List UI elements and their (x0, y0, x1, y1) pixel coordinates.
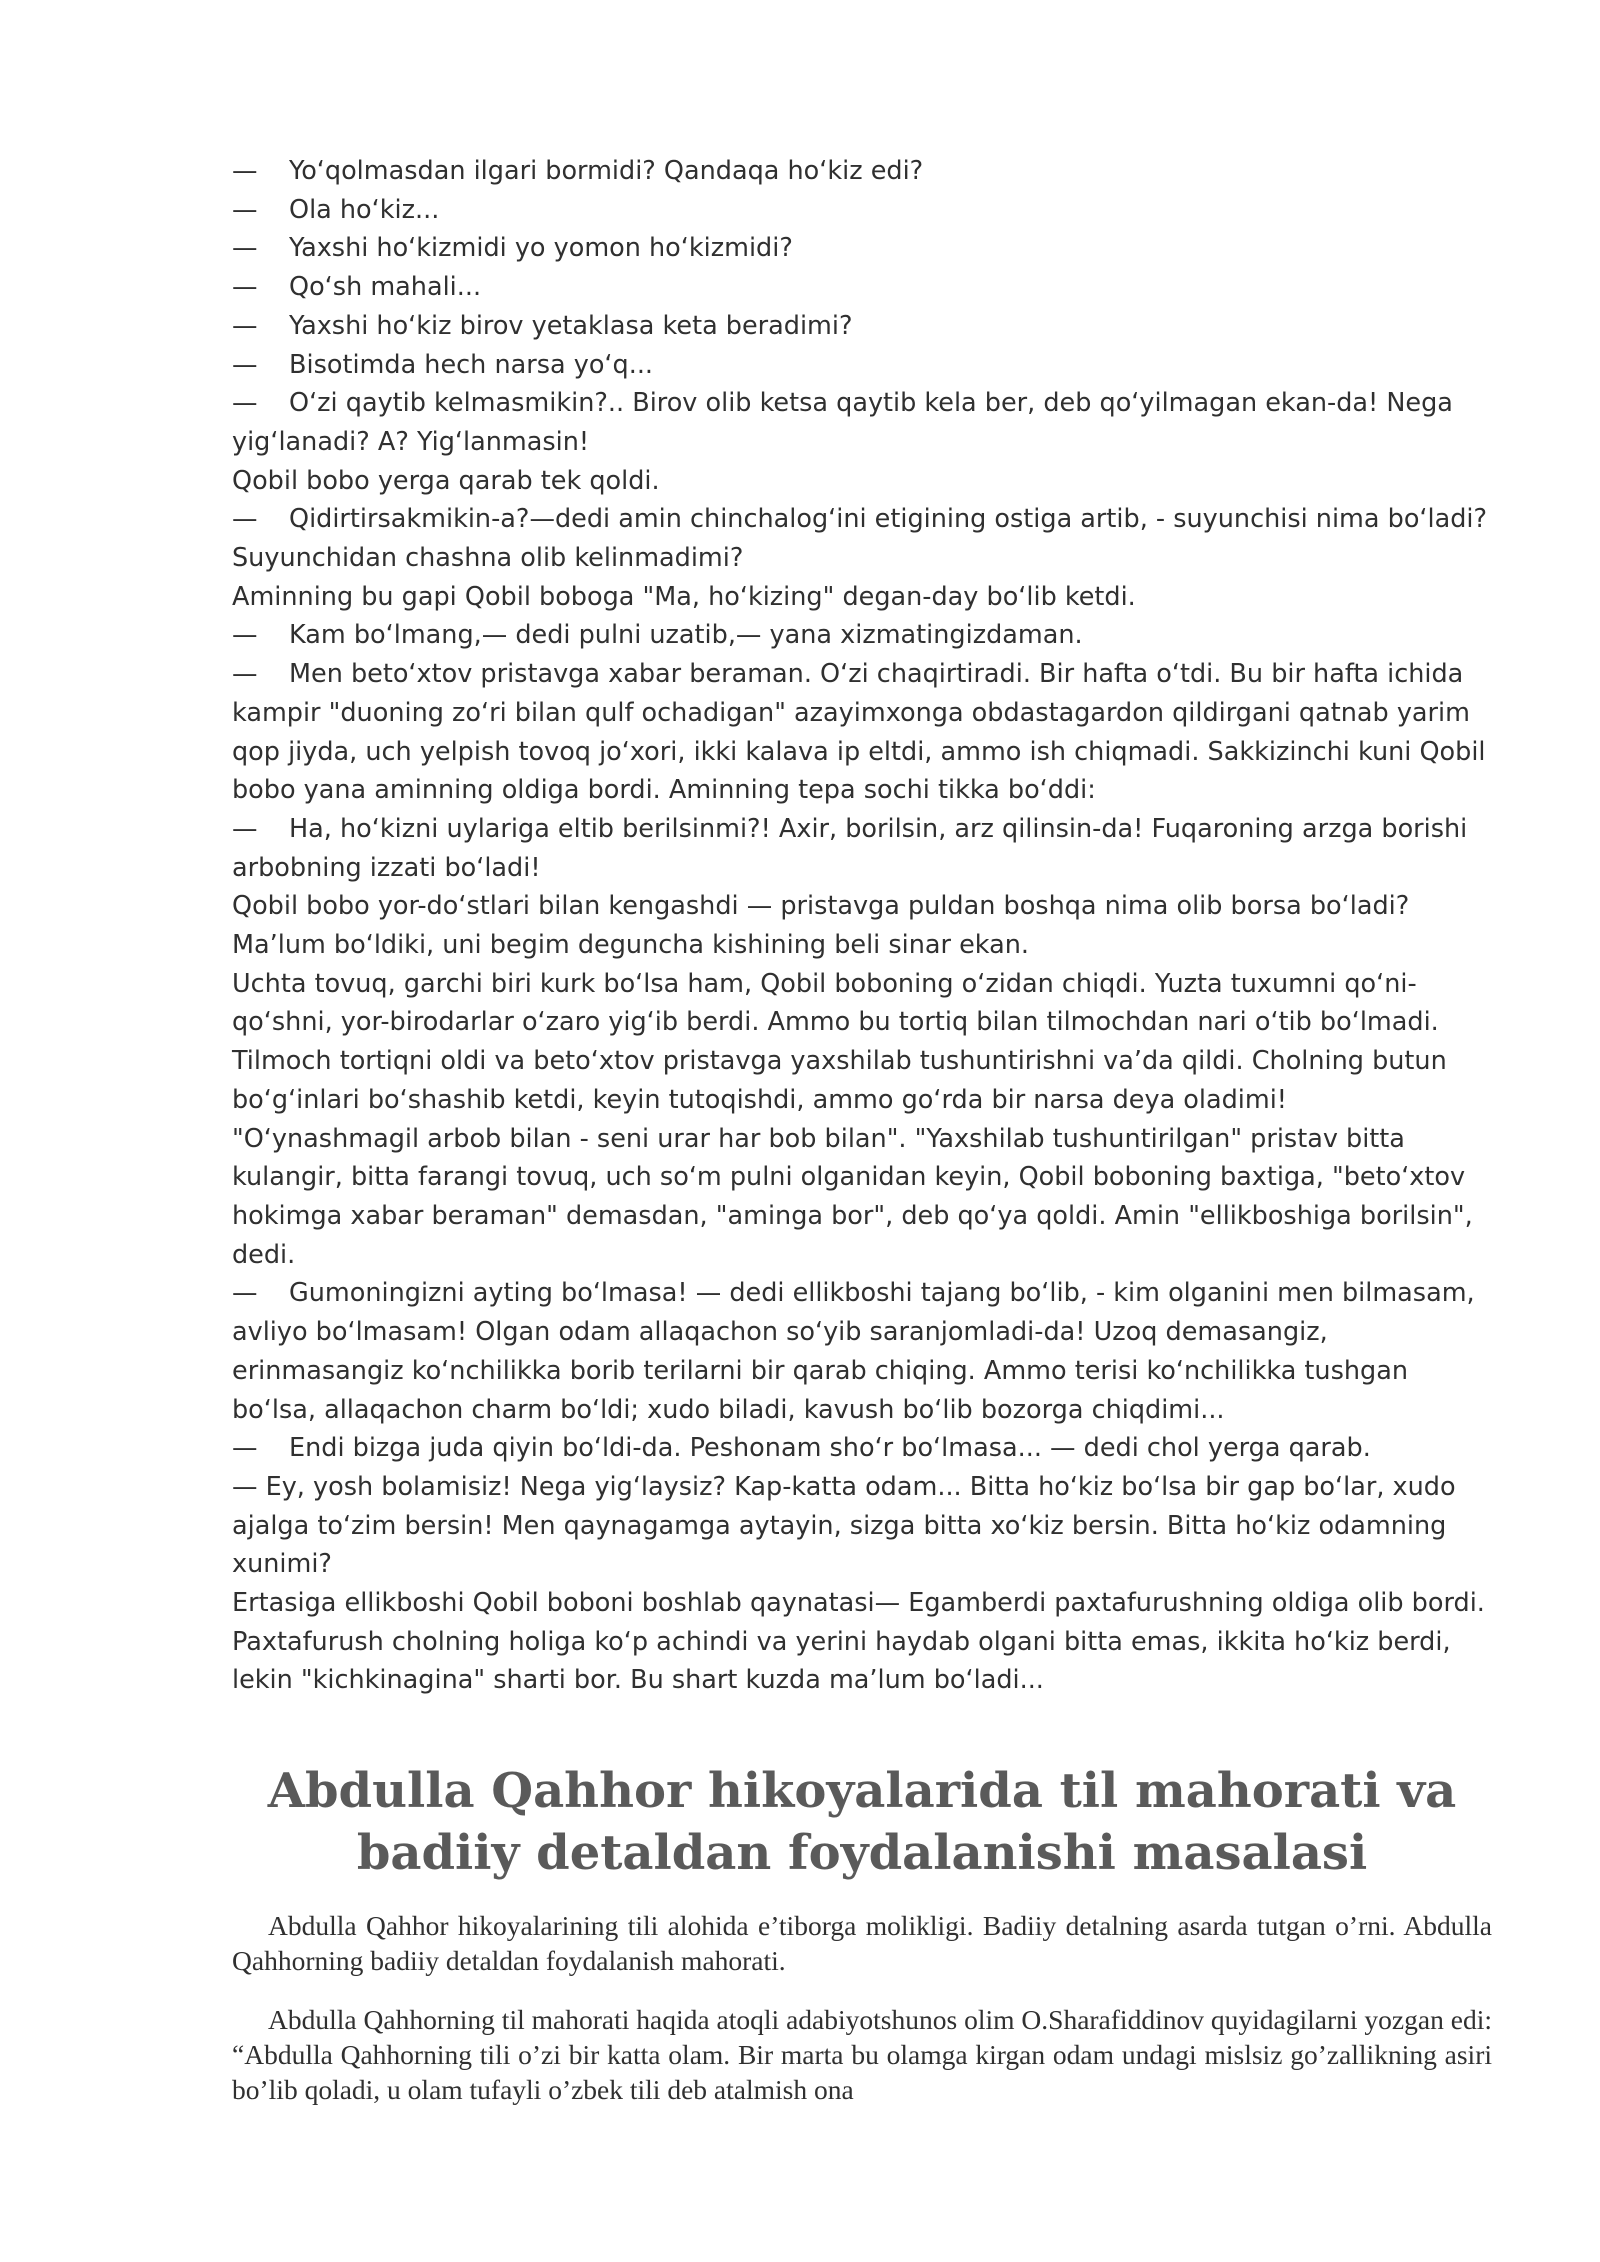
narrative-line (232, 578, 1492, 617)
dialogue-line (232, 655, 1492, 810)
section-title: Abdulla Qahhor hikoyalarida til mahorati va badiiy detaldan foydalanishi masalasi (267, 1763, 1457, 1881)
paragraph-text: Yaxshi ho‘kiz birov yetaklasa keta beradimi? (289, 310, 853, 341)
paragraph-text: Ertasiga ellikboshi Qobil boboni boshlab qaynatasi— Egamberdi paxtafurushning oldiga olib bordi. Paxtafurush cholning holiga ko‘p achindi va yerini haydab olgani bitta emas, ikkita ho‘kiz berdi, lekin "kichkinagina" sharti bor. Bu shart kuzda ma’lum bo‘ladi... (232, 1588, 1485, 1696)
dialogue-line (232, 191, 1492, 230)
dialogue-dash: — (232, 1433, 258, 1464)
paragraph-text: Bisotimda hech narsa yo‘q... (289, 349, 654, 380)
dialogue-line (232, 1429, 1492, 1468)
body-paragraph: Abdulla Qahhor hikoyalarining tili alohida e’tiborga molikligi. Badiiy detalning asarda tutgan o’rni. Abdulla Qahhorning badiiy detaldan foydalanish mahorati. (232, 1910, 1492, 1976)
paragraph-text: — Ey, yosh bolamisiz! Nega yig‘laysiz? Kap-katta odam... Bitta ho‘kiz bo‘lsa bir gap bo‘lar, xudo ajalga to‘zim bersin! Men qaynagamga aytayin, sizga bitta xo‘kiz bersin. Bitta ho‘kiz odamning xunimi? (232, 1471, 1456, 1580)
narrative-line (232, 1584, 1492, 1700)
paragraph-text: Qobil bobo yor-do‘stlari bilan kengashdi — pristavga puldan boshqa nima olib borsa bo‘ladi? Ma’lum bo‘ldiki, uni begim deguncha kishining beli sinar ekan. (232, 891, 1410, 961)
section-body (232, 1908, 1492, 2131)
paragraph-text: Qobil bobo yerga qarab tek qoldi. (232, 465, 660, 496)
body-paragraph: Abdulla Qahhorning til mahorati haqida atoqli adabiyotshunos olim O.Sharafiddinov quyidagilarni yozgan edi: “Abdulla Qahhorning tili o’zi bir katta olam. Bir marta bu olamga kirgan odam undagi mislsiz go’zallikning asiri bo’lib qoladi, u olam tufayli o’zbek tili deb atalmish ona (232, 2004, 1492, 2105)
dialogue-line (232, 810, 1492, 887)
dialogue-line (232, 1274, 1492, 1429)
paragraph-text: Yo‘qolmasdan ilgari bormidi? Qandaqa ho‘kiz edi? (289, 156, 924, 186)
dialogue-line (232, 229, 1492, 268)
paragraph-text: O‘zi qaytib kelmasmikin?.. Birov olib ketsa qaytib kela ber, deb qo‘yilmagan ekan-da! Nega yig‘lanadi? A? Yig‘lanmasin! (232, 388, 1453, 457)
paragraph-text: Qidirtirsakmikin-a?—dedi amin chinchalog‘ini etigining ostiga artib, - suyunchisi nima bo‘ladi? Suyunchidan chashna olib kelinmadimi? (232, 504, 1488, 574)
narrative-line (232, 965, 1492, 1120)
narrative-line (232, 1468, 1492, 1584)
dialogue-dash: — (232, 194, 258, 225)
paragraph-text: Yaxshi ho‘kizmidi yo yomon ho‘kizmidi? (289, 233, 793, 264)
dialogue-dash: — (232, 310, 258, 341)
dialogue-dash: — (232, 620, 258, 651)
dialogue-line (232, 384, 1492, 461)
dialogue-dash: — (232, 388, 258, 419)
paragraph-text: Aminning bu gapi Qobil boboga "Ma, ho‘kizing" degan-day bo‘lib ketdi. (232, 581, 1136, 612)
paragraph-text: Uchta tovuq, garchi biri kurk bo‘lsa ham, Qobil boboning o‘zidan chiqdi. Yuzta tuxumni qo‘ni-qo‘shni, yor-birodarlar o‘zaro yig‘ib berdi. Ammo bu tortiq bilan tilmochdan nari o‘tib bo‘lmadi. Tilmoch tortiqni oldi va beto‘xtov pristavga yaxshilab tushuntirishni va’da qildi. Cholning butun bo‘g‘inlari bo‘shashib ketdi, keyin tutoqishdi, ammo go‘rda bir narsa deya oladimi! (232, 968, 1447, 1115)
dialogue-text (232, 152, 1492, 1700)
dialogue-dash: — (232, 156, 258, 186)
paragraph-text: Kam bo‘lmang,— dedi pulni uzatib,— yana xizmatingizdaman. (289, 620, 1083, 651)
dialogue-dash: — (232, 813, 258, 844)
narrative-line (232, 887, 1492, 964)
paragraph-text: Ola ho‘kiz... (289, 194, 440, 225)
paragraph-text: Gumoningizni ayting bo‘lmasa! — dedi ellikboshi tajang bo‘lib, - kim olganini men bilmasam, avliyo bo‘lmasam! Olgan odam allaqachon so‘yib saranjomladi-da! Uzoq demasangiz, erinmasangiz ko‘nchilikka borib terilarni bir qarab chiqing. Ammo terisi ko‘nchilikka tushgan bo‘lsa, allaqachon charm bo‘ldi; xudo biladi, kavush bo‘lib bozorga chiqdimi... (232, 1278, 1475, 1425)
narrative-line (232, 462, 1492, 501)
dialogue-dash: — (232, 1278, 258, 1309)
narrative-line (232, 1120, 1492, 1275)
dialogue-line (232, 268, 1492, 307)
paragraph-text: Qo‘sh mahali... (289, 272, 482, 303)
dialogue-dash: — (232, 233, 258, 264)
dialogue-line (232, 152, 1492, 191)
dialogue-dash: — (232, 659, 258, 690)
paragraph-text: Men beto‘xtov pristavga xabar beraman. O‘zi chaqirtiradi. Bir hafta o‘tdi. Bu bir hafta ichida kampir "duoning zo‘ri bilan qulf ochadigan" azayimxonga obdastagardon qildirgani qatnab yarim qop jiyda, uch yelpish tovoq jo‘xori, ikki kalava ip eltdi, ammo ish chiqmadi. Sakkizinchi kuni Qobil bobo yana aminning oldiga bordi. Aminning tepa sochi tikka bo‘ddi: (232, 659, 1486, 806)
dialogue-dash: — (232, 504, 258, 535)
dialogue-line (232, 307, 1492, 346)
paragraph-text: Endi bizga juda qiyin bo‘ldi-da. Peshonam sho‘r bo‘lmasa... — dedi chol yerga qarab. (289, 1433, 1371, 1464)
dialogue-line (232, 500, 1492, 577)
dialogue-dash: — (232, 272, 258, 303)
paragraph-text: "O‘ynashmagil arbob bilan - seni urar har bob bilan". "Yaxshilab tushuntirilgan" pristav bitta kulangir, bitta farangi tovuq, uch so‘m pulni olganidan keyin, Qobil boboning baxtiga, "beto‘xtov hokimga xabar beraman" demasdan, "aminga bor", deb qo‘ya qoldi. Amin "ellikboshiga borilsin", dedi. (232, 1123, 1473, 1270)
paragraph-text: Ha, ho‘kizni uylariga eltib berilsinmi?! Axir, borilsin, arz qilinsin-da! Fuqaroning arzga borishi arbobning izzati bo‘ladi! (232, 813, 1468, 883)
dialogue-line (232, 616, 1492, 655)
dialogue-line (232, 346, 1492, 385)
dialogue-dash: — (232, 349, 258, 380)
